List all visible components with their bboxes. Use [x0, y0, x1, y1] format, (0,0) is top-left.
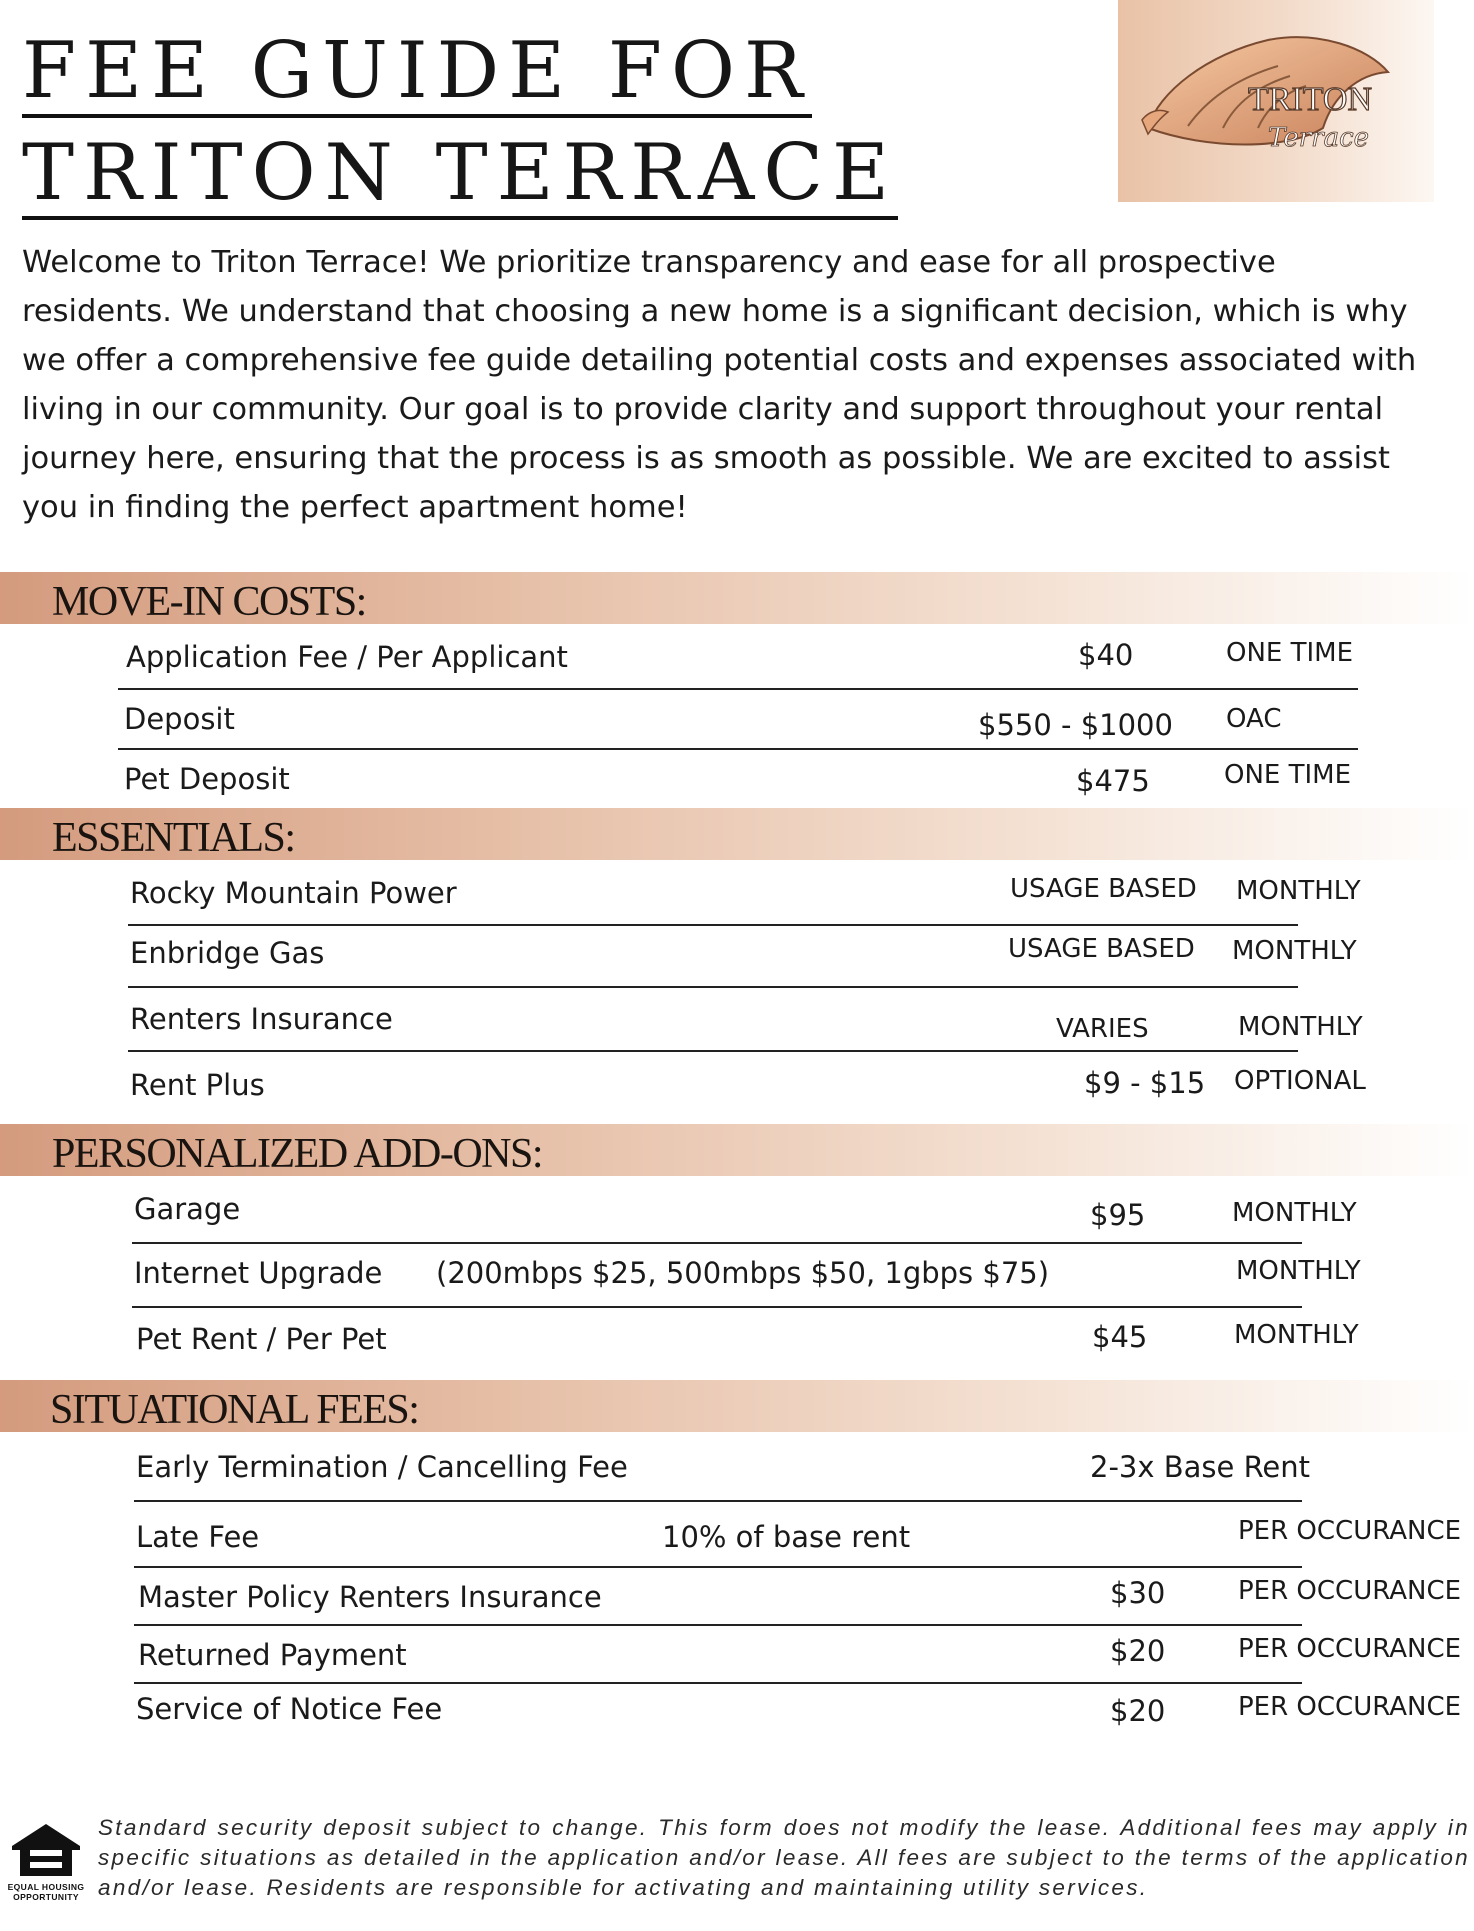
- fee-amount: USAGE BASED: [1008, 934, 1195, 964]
- fee-row: [132, 1320, 1359, 1362]
- section-header-situational: [0, 1380, 1474, 1432]
- fee-row: [118, 640, 1358, 690]
- row-divider: [134, 1500, 1302, 1502]
- triton-terrace-logo: [1118, 0, 1434, 202]
- fee-row: [118, 762, 1358, 802]
- fee-name: Early Termination / Cancelling Fee: [136, 1450, 628, 1484]
- row-divider: [128, 924, 1298, 926]
- row-divider: [134, 1566, 1302, 1568]
- fee-amount: $550 - $1000: [978, 708, 1173, 742]
- fee-amount: $9 - $15: [1084, 1066, 1206, 1100]
- fee-amount: $30: [1110, 1576, 1166, 1610]
- fee-amount: VARIES: [1056, 1014, 1149, 1044]
- fee-frequency: PER OCCURANCE: [1238, 1576, 1462, 1606]
- eho-line2: OPPORTUNITY: [13, 1892, 79, 1902]
- fee-row: [134, 1692, 1462, 1732]
- row-divider: [134, 1624, 1302, 1626]
- logo-sub: Terrace: [1268, 123, 1370, 153]
- fee-amount: $20: [1110, 1694, 1166, 1728]
- shell-icon: [1118, 0, 1434, 202]
- fee-name: Rent Plus: [130, 1068, 265, 1102]
- intro-paragraph: Welcome to Triton Terrace! We prioritize transparency and ease for all prospective residents. We understand that choosing a new home is a significant decision, which is why we offer a comprehensive fee guide detailing potential costs and expenses associated with living in our community. Our goal is to provide clarity and support throughout your rental journey here, ensuring that the process is as smooth as possible. We are excited to assist you in finding the perfect apartment home!: [22, 245, 1417, 525]
- section-title: ESSENTIALS:: [52, 815, 295, 861]
- fee-row: [128, 874, 1361, 926]
- row-divider: [132, 1306, 1302, 1308]
- fee-name: Renters Insurance: [130, 1002, 393, 1036]
- section-title: PERSONALIZED ADD-ONS:: [52, 1131, 543, 1177]
- fee-name: Application Fee / Per Applicant: [126, 640, 568, 674]
- fee-row: [128, 1066, 1366, 1108]
- fee-frequency: MONTHLY: [1238, 1012, 1363, 1042]
- fee-name: Rocky Mountain Power: [130, 876, 457, 910]
- equal-housing-logo: [6, 1820, 86, 1902]
- section-title: MOVE-IN COSTS:: [52, 579, 366, 625]
- fee-name: Garage: [134, 1192, 241, 1226]
- page-title-line1: FEE GUIDE FOR: [22, 26, 812, 116]
- row-divider: [134, 1682, 1302, 1684]
- fee-row: [132, 1256, 1361, 1308]
- fee-row: [134, 1516, 1462, 1568]
- fee-name: Master Policy Renters Insurance: [138, 1580, 602, 1614]
- fee-frequency: OPTIONAL: [1234, 1066, 1366, 1096]
- eho-line1: EQUAL HOUSING: [7, 1882, 85, 1892]
- row-divider: [128, 986, 1298, 988]
- fee-row: [118, 702, 1358, 750]
- house-icon: [6, 1820, 86, 1882]
- row-divider: [132, 1242, 1302, 1244]
- fee-frequency: PER OCCURANCE: [1238, 1634, 1462, 1664]
- fee-name: Enbridge Gas: [130, 936, 325, 970]
- fee-amount: $475: [1076, 764, 1150, 798]
- fee-name: Late Fee: [136, 1520, 260, 1554]
- fee-frequency: ONE TIME: [1226, 638, 1354, 668]
- section-header-essentials: [0, 808, 1474, 860]
- row-divider: [118, 748, 1358, 750]
- fee-name: Service of Notice Fee: [136, 1692, 443, 1726]
- fee-row: [134, 1576, 1462, 1626]
- fee-frequency: MONTHLY: [1232, 1198, 1357, 1228]
- fee-frequency: MONTHLY: [1236, 876, 1361, 906]
- fee-amount: $40: [1078, 638, 1134, 672]
- fee-note: 10% of base rent: [662, 1520, 911, 1554]
- row-divider: [118, 688, 1358, 690]
- row-divider: [128, 1050, 1298, 1052]
- fee-row: [132, 1192, 1357, 1244]
- fee-row: [134, 1634, 1462, 1684]
- fee-amount: 2-3x Base Rent: [1090, 1450, 1311, 1484]
- fee-frequency: ONE TIME: [1224, 760, 1352, 790]
- fee-row: [128, 934, 1357, 988]
- fee-amount: $20: [1110, 1634, 1166, 1668]
- disclaimer: Standard security deposit subject to change. This form does not modify the lease. Additional fees may apply in specific situations as detailed in the application and/or lease. All fees are subject to the terms of the application and/or lease. Residents are responsible for activating and maintaining utility services.: [98, 1815, 1470, 1900]
- section-header-addons: [0, 1124, 1474, 1176]
- fee-name: Pet Deposit: [124, 762, 290, 796]
- fee-amount: $45: [1092, 1320, 1148, 1354]
- fee-amount: $95: [1090, 1198, 1146, 1232]
- fee-frequency: PER OCCURANCE: [1238, 1516, 1462, 1546]
- section-header-move-in: [0, 572, 1474, 624]
- fee-frequency: MONTHLY: [1236, 1256, 1361, 1286]
- logo-name: TRITON: [1248, 81, 1373, 118]
- fee-frequency: OAC: [1226, 704, 1282, 734]
- fee-note: (200mbps $25, 500mbps $50, 1gbps $75): [436, 1256, 1050, 1290]
- fee-name: Internet Upgrade: [134, 1256, 383, 1290]
- fee-name: Returned Payment: [138, 1638, 407, 1672]
- fee-frequency: PER OCCURANCE: [1238, 1692, 1462, 1722]
- section-title: SITUATIONAL FEES:: [50, 1387, 419, 1433]
- fee-frequency: MONTHLY: [1234, 1320, 1359, 1350]
- fee-name: Deposit: [124, 702, 235, 736]
- fee-amount: USAGE BASED: [1010, 874, 1197, 904]
- page-title-line2: TRITON TERRACE: [22, 128, 898, 218]
- fee-frequency: MONTHLY: [1232, 936, 1357, 966]
- fee-row: [128, 1002, 1363, 1052]
- fee-row: [134, 1450, 1311, 1502]
- fee-name: Pet Rent / Per Pet: [136, 1322, 387, 1356]
